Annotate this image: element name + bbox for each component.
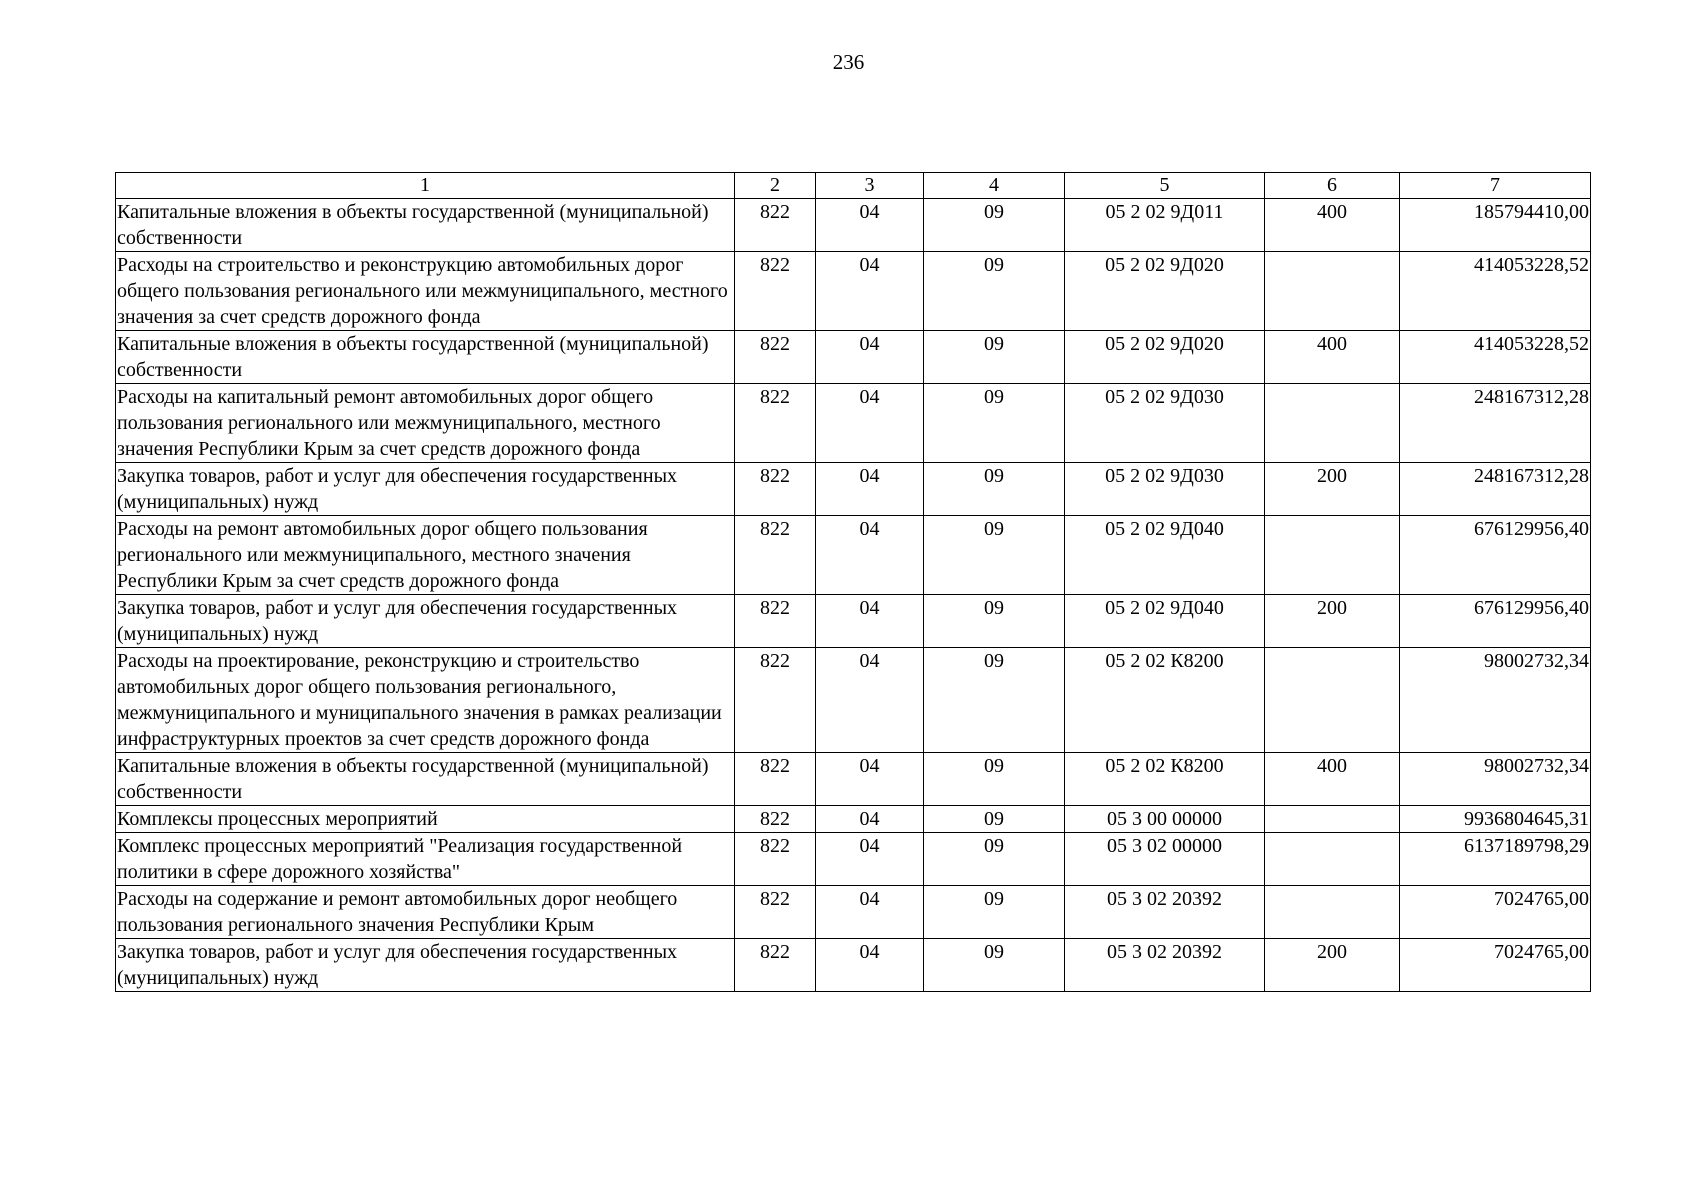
row-target-item-code: 05 2 02 9Д011 — [1065, 199, 1265, 252]
row-description: Закупка товаров, работ и услуг для обеспечения государственных (муниципальных) нужд — [116, 939, 735, 992]
table-row — [116, 753, 1591, 806]
row-expense-type-code: 400 — [1265, 199, 1400, 252]
row-grbs-code: 822 — [735, 939, 816, 992]
row-section-code: 04 — [816, 595, 924, 648]
row-amount: 9936804645,31 — [1400, 806, 1591, 833]
row-grbs-code: 822 — [735, 886, 816, 939]
row-expense-type-code — [1265, 252, 1400, 331]
row-section-code: 04 — [816, 463, 924, 516]
row-grbs-code: 822 — [735, 331, 816, 384]
row-description: Расходы на капитальный ремонт автомобильных дорог общего пользования регионального или межмуниципального, местного значения Республики Крым за счет средств дорожного фонда — [116, 384, 735, 463]
column-header: 1 — [116, 173, 735, 199]
row-subsection-code: 09 — [924, 463, 1065, 516]
row-subsection-code: 09 — [924, 595, 1065, 648]
table-row — [116, 252, 1591, 331]
row-subsection-code: 09 — [924, 648, 1065, 753]
row-section-code: 04 — [816, 331, 924, 384]
page-number: 236 — [832, 50, 865, 74]
row-section-code: 04 — [816, 939, 924, 992]
column-header: 5 — [1065, 173, 1265, 199]
row-amount: 7024765,00 — [1400, 886, 1591, 939]
row-grbs-code: 822 — [735, 806, 816, 833]
row-target-item-code: 05 2 02 9Д040 — [1065, 595, 1265, 648]
row-grbs-code: 822 — [735, 252, 816, 331]
row-expense-type-code: 200 — [1265, 595, 1400, 648]
table-row — [116, 595, 1591, 648]
table-row — [116, 199, 1591, 252]
column-header: 7 — [1400, 173, 1591, 199]
column-header: 6 — [1265, 173, 1400, 199]
table-row — [116, 463, 1591, 516]
row-description: Капитальные вложения в объекты государственной (муниципальной) собственности — [116, 331, 735, 384]
row-subsection-code: 09 — [924, 516, 1065, 595]
row-subsection-code: 09 — [924, 886, 1065, 939]
row-description: Закупка товаров, работ и услуг для обеспечения государственных (муниципальных) нужд — [116, 595, 735, 648]
row-amount: 98002732,34 — [1400, 648, 1591, 753]
row-target-item-code: 05 2 02 9Д020 — [1065, 252, 1265, 331]
row-description: Расходы на проектирование, реконструкцию и строительство автомобильных дорог общего пользования регионального, межмуниципального и муниципального значения в рамках реализации инфраструктурных проектов за счет средств дорожного фонда — [116, 648, 735, 753]
row-subsection-code: 09 — [924, 331, 1065, 384]
row-section-code: 04 — [816, 199, 924, 252]
row-expense-type-code — [1265, 886, 1400, 939]
row-expense-type-code — [1265, 806, 1400, 833]
row-description: Комплекс процессных мероприятий "Реализация государственной политики в сфере дорожного хозяйства" — [116, 833, 735, 886]
row-grbs-code: 822 — [735, 384, 816, 463]
budget-table — [115, 172, 1591, 992]
row-subsection-code: 09 — [924, 753, 1065, 806]
row-description: Закупка товаров, работ и услуг для обеспечения государственных (муниципальных) нужд — [116, 463, 735, 516]
table-row — [116, 331, 1591, 384]
row-grbs-code: 822 — [735, 833, 816, 886]
row-expense-type-code: 200 — [1265, 939, 1400, 992]
row-amount: 185794410,00 — [1400, 199, 1591, 252]
row-amount: 414053228,52 — [1400, 252, 1591, 331]
column-header: 3 — [816, 173, 924, 199]
row-description: Расходы на содержание и ремонт автомобильных дорог необщего пользования регионального значения Республики Крым — [116, 886, 735, 939]
row-target-item-code: 05 2 02 9Д030 — [1065, 384, 1265, 463]
row-amount: 248167312,28 — [1400, 384, 1591, 463]
row-grbs-code: 822 — [735, 595, 816, 648]
row-grbs-code: 822 — [735, 648, 816, 753]
row-subsection-code: 09 — [924, 939, 1065, 992]
table-body — [116, 199, 1591, 992]
row-section-code: 04 — [816, 384, 924, 463]
table-header-row — [116, 173, 1591, 199]
row-expense-type-code — [1265, 516, 1400, 595]
row-target-item-code: 05 3 02 20392 — [1065, 886, 1265, 939]
table-row — [116, 886, 1591, 939]
row-target-item-code: 05 2 02 9Д020 — [1065, 331, 1265, 384]
row-subsection-code: 09 — [924, 199, 1065, 252]
row-grbs-code: 822 — [735, 463, 816, 516]
row-expense-type-code: 400 — [1265, 753, 1400, 806]
row-section-code: 04 — [816, 753, 924, 806]
row-section-code: 04 — [816, 648, 924, 753]
column-header: 4 — [924, 173, 1065, 199]
row-section-code: 04 — [816, 806, 924, 833]
row-target-item-code: 05 3 00 00000 — [1065, 806, 1265, 833]
table-row — [116, 384, 1591, 463]
column-header: 2 — [735, 173, 816, 199]
table-row — [116, 806, 1591, 833]
row-target-item-code: 05 2 02 9Д030 — [1065, 463, 1265, 516]
row-expense-type-code: 200 — [1265, 463, 1400, 516]
row-amount: 248167312,28 — [1400, 463, 1591, 516]
row-target-item-code: 05 2 02 К8200 — [1065, 753, 1265, 806]
row-description: Расходы на строительство и реконструкцию автомобильных дорог общего пользования регионального или межмуниципального, местного значения за счет средств дорожного фонда — [116, 252, 735, 331]
row-target-item-code: 05 2 02 К8200 — [1065, 648, 1265, 753]
row-amount: 7024765,00 — [1400, 939, 1591, 992]
row-target-item-code: 05 3 02 00000 — [1065, 833, 1265, 886]
row-description: Расходы на ремонт автомобильных дорог общего пользования регионального или межмуниципального, местного значения Республики Крым за счет средств дорожного фонда — [116, 516, 735, 595]
row-subsection-code: 09 — [924, 806, 1065, 833]
row-target-item-code: 05 3 02 20392 — [1065, 939, 1265, 992]
row-grbs-code: 822 — [735, 516, 816, 595]
row-amount: 676129956,40 — [1400, 595, 1591, 648]
row-subsection-code: 09 — [924, 833, 1065, 886]
row-description: Капитальные вложения в объекты государственной (муниципальной) собственности — [116, 753, 735, 806]
table-row — [116, 833, 1591, 886]
row-description: Комплексы процессных мероприятий — [116, 806, 735, 833]
row-expense-type-code — [1265, 384, 1400, 463]
row-amount: 98002732,34 — [1400, 753, 1591, 806]
row-subsection-code: 09 — [924, 384, 1065, 463]
row-section-code: 04 — [816, 886, 924, 939]
row-grbs-code: 822 — [735, 199, 816, 252]
row-amount: 676129956,40 — [1400, 516, 1591, 595]
table-row — [116, 516, 1591, 595]
row-expense-type-code: 400 — [1265, 331, 1400, 384]
row-subsection-code: 09 — [924, 252, 1065, 331]
row-description: Капитальные вложения в объекты государственной (муниципальной) собственности — [116, 199, 735, 252]
row-section-code: 04 — [816, 252, 924, 331]
row-grbs-code: 822 — [735, 753, 816, 806]
table-row — [116, 648, 1591, 753]
table-row — [116, 939, 1591, 992]
row-amount: 6137189798,29 — [1400, 833, 1591, 886]
row-expense-type-code — [1265, 833, 1400, 886]
row-expense-type-code — [1265, 648, 1400, 753]
row-section-code: 04 — [816, 833, 924, 886]
row-amount: 414053228,52 — [1400, 331, 1591, 384]
row-section-code: 04 — [816, 516, 924, 595]
row-target-item-code: 05 2 02 9Д040 — [1065, 516, 1265, 595]
